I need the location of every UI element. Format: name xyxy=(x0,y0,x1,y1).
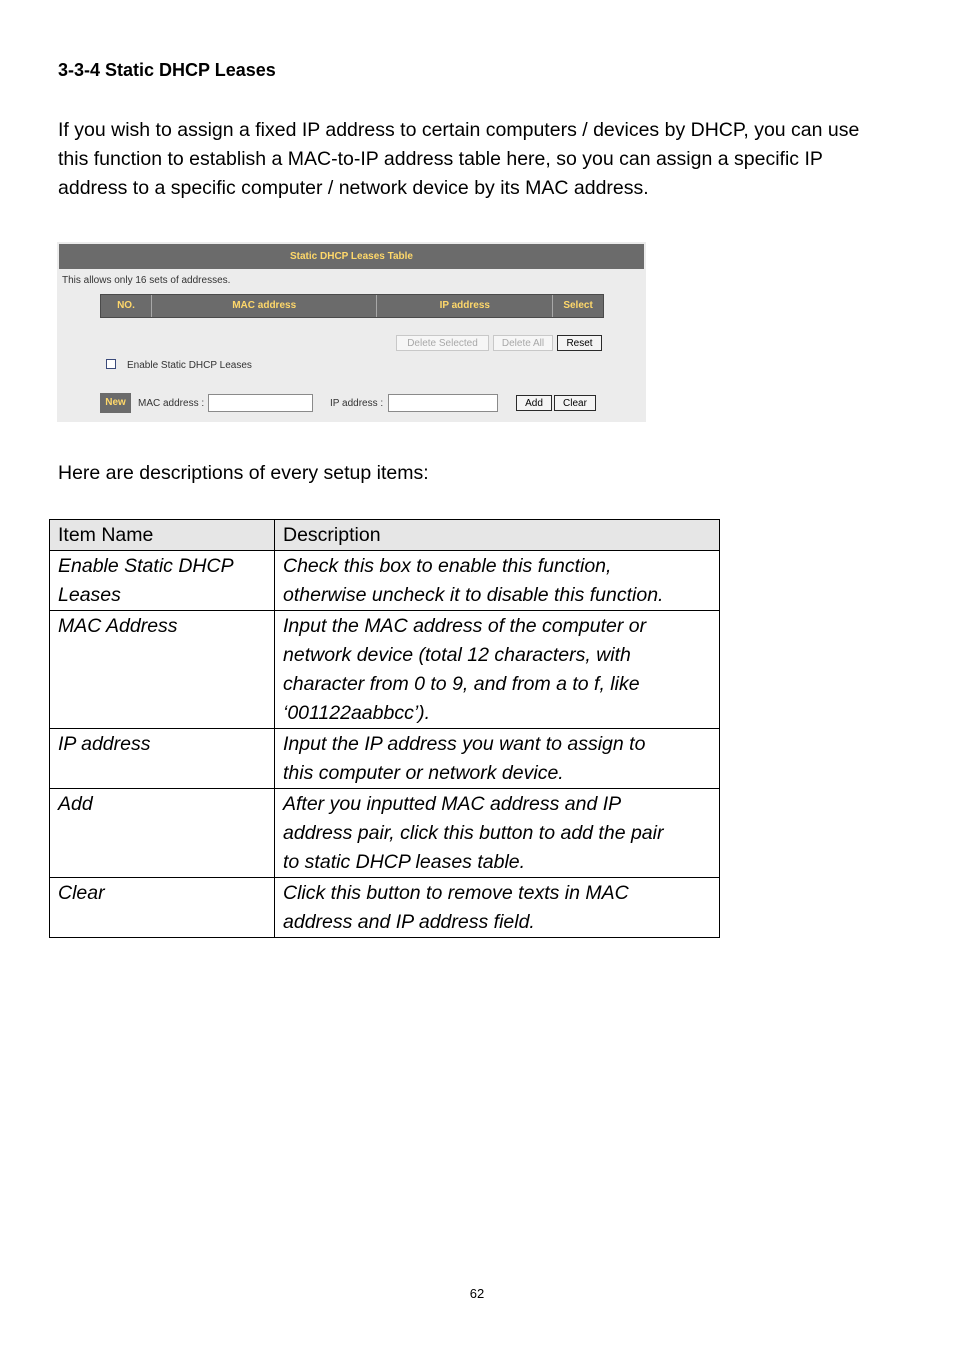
item-desc-line: to static DHCP leases table. xyxy=(283,851,526,873)
intro-line: If you wish to assign a fixed IP address to certain computers / devices by DHCP, you can use xyxy=(58,119,860,141)
mac-address-label: MAC address : xyxy=(138,398,205,409)
item-desc-line: otherwise uncheck it to disable this function. xyxy=(283,584,664,606)
add-button[interactable]: Add xyxy=(516,395,552,411)
item-description-cell xyxy=(275,611,720,729)
item-description-cell xyxy=(275,789,720,878)
item-desc-line: After you inputted MAC address and IP xyxy=(283,793,622,815)
item-desc-line: Check this box to enable this function, xyxy=(283,555,612,577)
item-desc-line: Input the MAC address of the computer or xyxy=(283,615,647,637)
ip-address-label: IP address : xyxy=(330,398,384,409)
item-desc-line: ‘001122aabbcc’). xyxy=(283,702,431,724)
intro-line: this function to establish a MAC-to-IP address table here, so you can assign a specific IP xyxy=(58,148,823,170)
item-name-cell xyxy=(50,611,275,729)
item-name-cell xyxy=(50,551,275,611)
mac-address-input[interactable] xyxy=(208,394,313,412)
item-name-line: Leases xyxy=(58,584,121,606)
table-row xyxy=(50,551,720,611)
item-description-cell xyxy=(275,729,720,789)
item-name-line: Add xyxy=(58,793,93,815)
column-mac: MAC address xyxy=(152,295,378,317)
item-name-cell xyxy=(50,789,275,878)
setup-items-table xyxy=(49,519,720,938)
table-header-row xyxy=(50,520,720,551)
delete-selected-button[interactable]: Delete Selected xyxy=(396,335,489,351)
page-number: 62 xyxy=(469,1286,485,1301)
column-ip: IP address xyxy=(377,295,553,317)
intro-paragraph xyxy=(58,116,908,203)
intro-line: address to a specific computer / network device by its MAC address. xyxy=(58,177,649,199)
item-name-line: Clear xyxy=(58,882,105,904)
capacity-note: This allows only 16 sets of addresses. xyxy=(62,275,231,286)
item-desc-line: this computer or network device. xyxy=(283,762,564,784)
item-desc-line: character from 0 to 9, and from a to f, like xyxy=(283,673,640,695)
item-description-cell xyxy=(275,551,720,611)
table-row xyxy=(50,729,720,789)
item-desc-line: Input the IP address you want to assign to xyxy=(283,733,646,755)
table-row xyxy=(50,611,720,729)
item-desc-line: Click this button to remove texts in MAC xyxy=(283,882,629,904)
header-item-name: Item Name xyxy=(50,520,275,551)
new-entry-badge: New xyxy=(100,393,131,413)
clear-button[interactable]: Clear xyxy=(554,395,596,411)
static-dhcp-panel xyxy=(57,242,646,422)
column-no: NO. xyxy=(101,295,152,317)
panel-title: Static DHCP Leases Table xyxy=(59,244,644,269)
item-name-line: Enable Static DHCP xyxy=(58,555,234,577)
column-select: Select xyxy=(563,300,593,311)
item-desc-line: address pair, click this button to add the pair xyxy=(283,822,664,844)
item-description-cell xyxy=(275,878,720,938)
item-desc-line: address and IP address field. xyxy=(283,911,535,933)
table-row xyxy=(50,789,720,878)
item-name-line: MAC Address xyxy=(58,615,178,637)
reset-button[interactable]: Reset xyxy=(557,335,602,351)
header-description: Description xyxy=(275,520,720,551)
delete-all-button[interactable]: Delete All xyxy=(493,335,553,351)
enable-static-dhcp-checkbox[interactable] xyxy=(106,359,116,369)
item-name-cell xyxy=(50,878,275,938)
section-heading: 3-3-4 Static DHCP Leases xyxy=(58,60,276,80)
ip-address-input[interactable] xyxy=(388,394,498,412)
enable-static-dhcp-label: Enable Static DHCP Leases xyxy=(127,360,252,371)
table-row xyxy=(50,878,720,938)
item-desc-line: network device (total 12 characters, with xyxy=(283,644,631,666)
descriptions-intro: Here are descriptions of every setup items: xyxy=(58,462,429,484)
item-name-line: IP address xyxy=(58,733,151,755)
lease-table-header xyxy=(100,294,604,318)
item-name-cell xyxy=(50,729,275,789)
